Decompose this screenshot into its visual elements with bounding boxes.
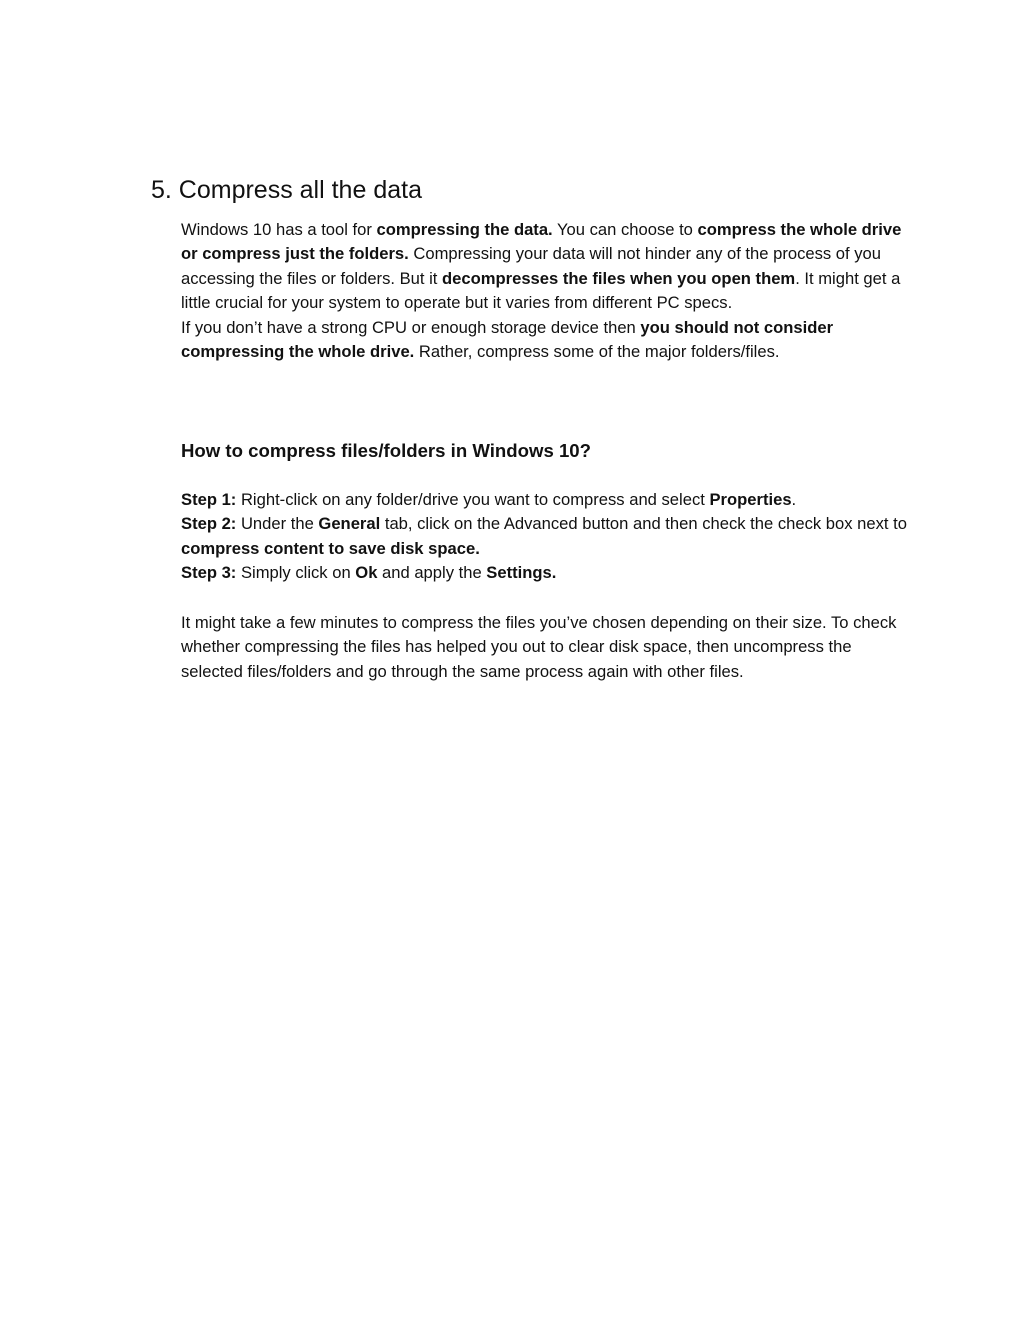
intro-text: Windows 10 has a tool for (181, 220, 377, 239)
intro-paragraph-2 (181, 316, 911, 365)
intro-emphasis: compressing the data. (376, 220, 553, 239)
step-emphasis: Ok (355, 563, 378, 583)
intro-text: Compressing your data will not hinder any of the process of you accessing the files or folders. But it (181, 244, 882, 288)
step-item (181, 561, 911, 585)
how-to-heading: How to compress files/folders in Windows 10? (181, 440, 591, 461)
step-emphasis: Properties (709, 490, 792, 509)
intro-paragraph-1 (181, 218, 911, 316)
intro-text: If you don’t have a strong CPU or enough storage device then (181, 317, 641, 337)
outro-paragraph: It might take a few minutes to compress the files you’ve chosen depending on their size. To check whether compressing the files has helped you out to clear disk space, then uncompress the selected files/folders and go through the same process again with other files. (181, 613, 897, 681)
step-emphasis: compress content to save disk space. (181, 538, 480, 558)
intro-text: You can choose to (552, 220, 698, 239)
outro-block (181, 611, 911, 684)
step-emphasis: Settings. (486, 563, 557, 583)
section-heading: 5. Compress all the data (151, 176, 422, 204)
step-text: Simply click on (236, 563, 356, 583)
step-label: Step 3: (181, 563, 237, 583)
step-item (181, 512, 911, 561)
step-label: Step 2: (181, 514, 237, 534)
step-text: . (791, 490, 797, 509)
intro-text: . It might get a little crucial for your system to operate but it varies from different PC specs. (181, 268, 901, 313)
intro-emphasis: you should not consider compressing the whole drive. (181, 317, 834, 362)
intro-block (181, 218, 911, 364)
step-text: tab, click on the Advanced button and then check the check box next to (380, 514, 907, 534)
intro-emphasis: compress the whole drive or compress just the folders. (181, 220, 902, 264)
step-emphasis: General (318, 514, 381, 534)
step-text: Under the (236, 514, 319, 534)
step-text: and apply the (377, 563, 487, 583)
intro-text: Rather, compress some of the major folders/files. (414, 342, 780, 362)
step-label: Step 1: (181, 490, 237, 509)
step-text: Right-click on any folder/drive you want to compress and select (236, 490, 710, 509)
intro-emphasis: decompresses the files when you open them (442, 268, 796, 288)
steps-list (181, 488, 911, 586)
step-item (181, 488, 911, 512)
